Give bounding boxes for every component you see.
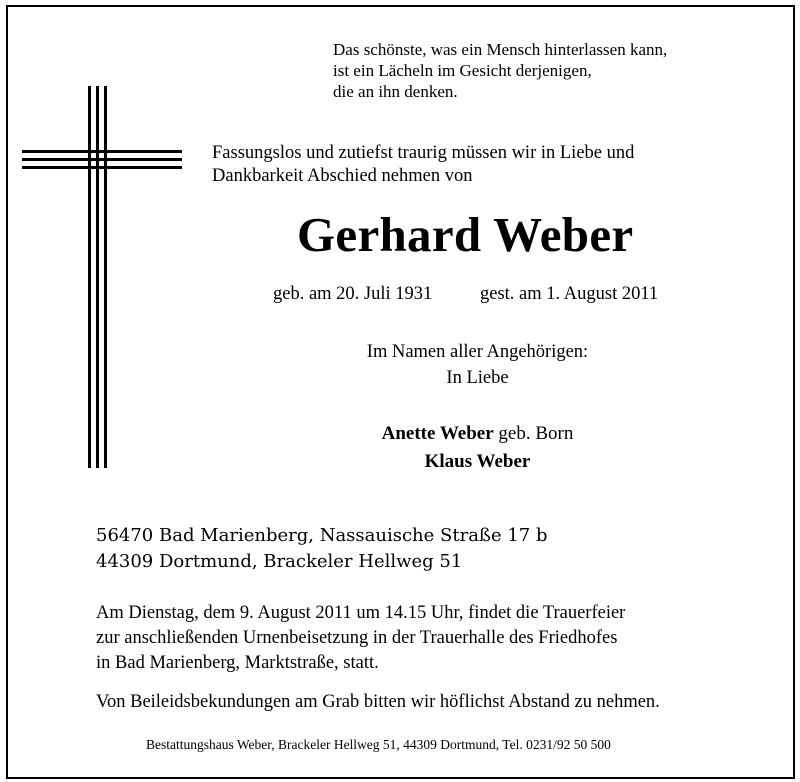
motto-quote <box>333 39 667 102</box>
intro-line: Fassungslos und zutiefst traurig müssen wir in Liebe und <box>212 143 635 163</box>
in-love-line: In Liebe <box>446 368 509 388</box>
signer-row <box>300 448 655 476</box>
signer-name: Klaus Weber <box>424 451 531 472</box>
motto-line: die an ihn denken. <box>333 82 458 101</box>
birth-date: geb. am 20. Juli 1931 <box>273 284 433 304</box>
cross-icon <box>22 86 182 468</box>
motto-line: ist ein Lächeln im Gesicht derjenigen, <box>333 61 592 80</box>
death-date: gest. am 1. August 2011 <box>480 284 659 304</box>
address-line: 56470 Bad Marienberg, Nassauische Straße 17 b <box>96 525 548 546</box>
funeral-home-footer: Bestattungshaus Weber, Brackeler Hellweg 51, 44309 Dortmund, Tel. 0231/92 50 500 <box>146 737 611 752</box>
addresses <box>96 523 547 575</box>
condolence-note: Von Beileidsbekundungen am Grab bitten wir höflichst Abstand zu nehmen. <box>96 692 660 712</box>
address-line: 44309 Dortmund, Brackeler Hellweg 51 <box>96 551 463 572</box>
notice-line: Am Dienstag, dem 9. August 2011 um 14.15 Uhr, findet die Trauerfeier <box>96 603 626 623</box>
notice-line: zur anschließenden Urnenbeisetzung in der Trauerhalle des Friedhofes <box>96 628 618 648</box>
signer-row <box>300 420 655 448</box>
on-behalf-block <box>300 339 655 391</box>
motto-line: Das schönste, was ein Mensch hinterlassen kann, <box>333 40 668 59</box>
deceased-name: Gerhard Weber <box>297 207 634 262</box>
service-notice <box>96 601 625 676</box>
signer-maiden-name: geb. Born <box>498 423 574 444</box>
intro-text <box>212 142 634 188</box>
notice-line: in Bad Marienberg, Marktstraße, statt. <box>96 653 379 673</box>
intro-line: Dankbarkeit Abschied nehmen von <box>212 166 473 186</box>
signers-block <box>300 420 655 476</box>
signer-name: Anette Weber <box>381 423 494 444</box>
on-behalf-line: Im Namen aller Angehörigen: <box>366 342 589 362</box>
